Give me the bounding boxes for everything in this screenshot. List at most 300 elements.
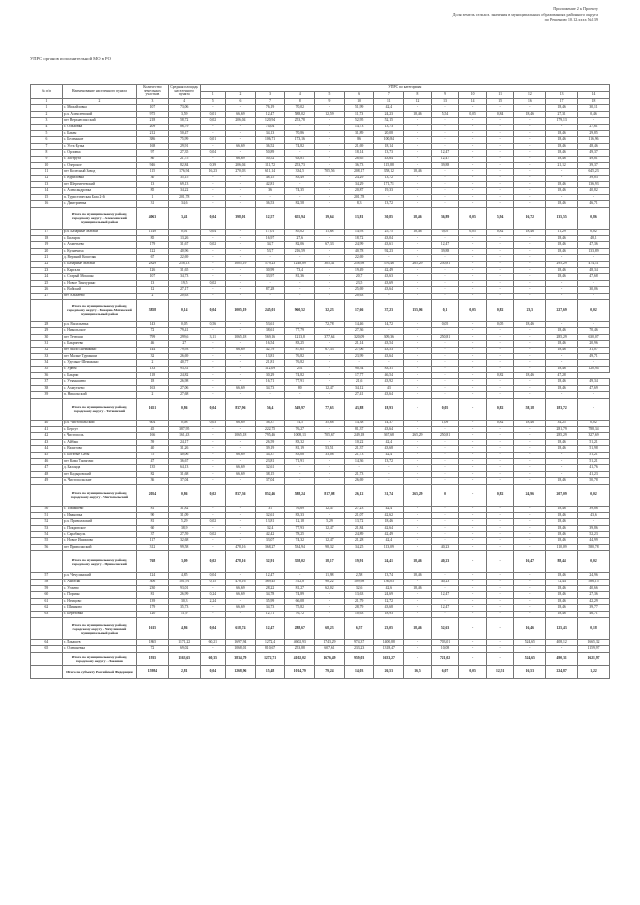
table-cell: 28,65 (344, 156, 374, 162)
table-cell: 69,13 (168, 182, 200, 188)
table-cell: 113,09 (374, 544, 404, 550)
table-cell: - (459, 458, 487, 464)
table-cell: - (486, 366, 514, 372)
table-cell: - (486, 433, 514, 439)
table-cell: 1159,97 (578, 646, 610, 652)
table-cell: 12,47 (315, 538, 345, 544)
table-cell: 42,29 (578, 598, 610, 604)
table-cell: 579,23 (255, 261, 285, 267)
table-cell: - (514, 427, 546, 433)
table-cell: 18,46 (546, 592, 578, 598)
table-cell: - (486, 162, 514, 168)
table-cell: - (404, 287, 432, 293)
table-cell: - (404, 188, 432, 194)
table-cell: 47 (31, 465, 63, 471)
table-cell: 42,4 (374, 105, 404, 111)
table-cell: 39,37 (578, 162, 610, 168)
table-cell: 512,8 (285, 579, 315, 585)
table-cell: 1865 (137, 640, 169, 646)
table-cell: 34 (31, 360, 63, 366)
settlement-name-cell: с. Богатые Сабы (62, 452, 136, 458)
table-cell: - (404, 592, 432, 598)
table-cell: - (285, 150, 315, 156)
table-cell: 795,46 (255, 433, 285, 439)
table-cell: 98,22 (315, 579, 345, 585)
table-cell: 2054 (137, 484, 169, 506)
table-cell: 11,98 (315, 573, 345, 579)
table-cell: 524,65 (514, 652, 546, 665)
category-header: 10 (459, 92, 487, 99)
table-cell: 270,03 (226, 169, 256, 175)
table-cell: 98,32 (315, 544, 345, 550)
table-cell: - (404, 611, 432, 617)
table-cell: - (514, 124, 546, 130)
table-cell: - (546, 169, 578, 175)
table-cell: 77,79 (285, 328, 315, 334)
table-cell: - (404, 242, 432, 248)
settlement-name-cell: с. Михайловка (62, 105, 136, 111)
table-cell: - (200, 360, 225, 366)
table-cell: 23,05 (374, 618, 404, 640)
table-cell: 93,01 (168, 586, 200, 592)
header-line-1: Приложение 2 к Проекту (553, 6, 598, 11)
table-cell: 39,83 (578, 175, 610, 181)
table-cell: 71,91 (285, 458, 315, 464)
settlement-name-cell: д. Верхний Кошеляк (62, 255, 136, 261)
table-cell: 1 (31, 105, 63, 111)
table-cell: 18,17 (315, 551, 345, 573)
table-cell: 369,45 (255, 579, 285, 585)
table-cell: 31,89 (344, 130, 374, 136)
table-cell: - (404, 341, 432, 347)
table-cell: 100,84 (374, 137, 404, 143)
table-cell: 26,69 (344, 478, 374, 484)
table-cell: 40,06 (168, 452, 200, 458)
table-cell: 66,69 (226, 471, 256, 477)
table-cell: - (226, 392, 256, 398)
table-cell: - (514, 137, 546, 143)
table-cell: - (431, 347, 459, 353)
table-cell: 50,52 (255, 156, 285, 162)
table-cell: 478,16 (226, 551, 256, 573)
table-cell: 67,33 (315, 242, 345, 248)
table-cell: - (404, 366, 432, 372)
table-cell: - (404, 274, 432, 280)
table-cell: 974,37 (344, 640, 374, 646)
table-cell: 30,85 (374, 207, 404, 229)
table-cell: - (404, 143, 432, 149)
table-cell: 41 (31, 427, 63, 433)
table-cell: 25,69 (344, 287, 374, 293)
table-cell: - (285, 465, 315, 471)
table-cell: 0,18 (578, 618, 610, 640)
settlement-name-cell: п. Туристическая База 2-й (62, 194, 136, 200)
table-cell: - (404, 465, 432, 471)
table-cell: 705,56 (315, 169, 345, 175)
table-cell: - (200, 341, 225, 347)
table-cell: 10,08 (431, 646, 459, 652)
table-cell: - (404, 652, 432, 665)
table-cell: - (459, 236, 487, 242)
settlement-name-cell: с. Новое Ишимово (62, 538, 136, 544)
table-cell: 66,69 (226, 605, 256, 611)
table-cell: 265,29 (404, 261, 432, 267)
table-cell: 36,89 (431, 207, 459, 229)
table-cell: 398,01 (226, 207, 256, 229)
table-cell: - (486, 611, 514, 617)
table-cell: - (431, 366, 459, 372)
table-cell: - (315, 156, 345, 162)
table-cell: - (431, 611, 459, 617)
table-cell: 21,79 (344, 598, 374, 604)
category-header: 9 (431, 92, 459, 99)
table-cell: - (486, 379, 514, 385)
table-cell: 34,7 (255, 242, 285, 248)
settlement-name-cell: с. Билярск (62, 236, 136, 242)
table-cell: - (431, 525, 459, 531)
table-cell: 133 (137, 366, 169, 372)
table-cell: - (315, 366, 345, 372)
table-cell: 21,07 (344, 512, 374, 518)
settlement-name-cell: с. Немцово (62, 598, 136, 604)
category-header: 7 (374, 92, 404, 99)
table-cell: 74,89 (285, 592, 315, 598)
table-cell: - (486, 156, 514, 162)
table-cell: 36 (137, 478, 169, 484)
column-number: 1 (31, 99, 63, 105)
table-cell: - (431, 194, 459, 200)
table-cell: 14 (31, 188, 63, 194)
table-cell: - (404, 544, 432, 550)
table-cell: 15984 (137, 665, 169, 678)
table-cell: - (486, 579, 514, 585)
table-cell: - (200, 478, 225, 484)
table-cell: 37,04 (255, 478, 285, 484)
table-cell: 18,46 (546, 506, 578, 512)
table-cell: 18,46 (546, 573, 578, 579)
table-cell: 49,37 (578, 150, 610, 156)
table-cell: 18,46 (404, 111, 432, 117)
table-cell: 66,69 (226, 385, 256, 391)
table-cell: 3834,79 (226, 652, 256, 665)
table-cell: 1272,71 (255, 652, 285, 665)
table-cell: - (404, 598, 432, 604)
table-cell: 222,75 (255, 427, 285, 433)
table-cell: 42,4 (374, 452, 404, 458)
settlement-name-cell: с. Березовка (62, 611, 136, 617)
table-cell: - (431, 169, 459, 175)
table-cell: - (315, 379, 345, 385)
settlement-name-cell: с. Олешневка (62, 646, 136, 652)
table-cell: - (200, 130, 225, 136)
table-cell: 18,46 (546, 274, 578, 280)
table-cell: - (200, 392, 225, 398)
table-cell: - (514, 379, 546, 385)
table-cell: - (459, 242, 487, 248)
table-cell: 40,66 (578, 586, 610, 592)
table-cell: 285,29 (546, 334, 578, 340)
table-cell: 144 (137, 347, 169, 353)
table-cell: 25,75 (374, 229, 404, 235)
column-header: Наименование населенного пункта (62, 85, 136, 99)
table-cell: - (226, 293, 256, 299)
table-cell: 837,36 (226, 484, 256, 506)
table-cell: 810,67 (255, 646, 285, 652)
table-cell: 0,82 (486, 299, 514, 321)
table-cell: - (404, 201, 432, 207)
table-cell: - (200, 261, 225, 267)
column-number: 10 (344, 99, 374, 105)
table-cell: - (404, 137, 432, 143)
table-cell: 1,22 (578, 665, 610, 678)
table-cell: 285,29 (546, 433, 578, 439)
table-cell: 0,02 (578, 551, 610, 573)
table-cell: - (431, 452, 459, 458)
table-cell: - (486, 353, 514, 359)
column-number: 4 (168, 99, 200, 105)
table-cell: 75,82 (285, 605, 315, 611)
table-cell: 1665,32 (578, 640, 610, 646)
table-cell: - (459, 248, 487, 254)
table-cell: - (404, 347, 432, 353)
settlement-name-cell: пгт Алькеево (62, 293, 136, 299)
table-cell: 18,46 (404, 551, 432, 573)
table-cell: 53,61 (255, 321, 285, 327)
table-cell: 27,31 (546, 111, 578, 117)
table-cell: - (486, 360, 514, 366)
table-cell: 60,21 (200, 640, 225, 646)
table-cell: 23,99 (344, 353, 374, 359)
table-cell: - (486, 478, 514, 484)
table-cell: 125,43 (546, 618, 578, 640)
table-cell: 42,6 (374, 586, 404, 592)
table-cell: 13,81 (255, 353, 285, 359)
table-cell: - (200, 433, 225, 439)
table-cell: 76,82 (285, 353, 315, 359)
table-cell: 18,46 (404, 586, 432, 592)
table-cell: - (431, 538, 459, 544)
table-cell: 171,71 (374, 182, 404, 188)
table-cell: 43,64 (374, 156, 404, 162)
table-cell: - (514, 150, 546, 156)
table-cell: 26 (31, 287, 63, 293)
table-cell: 4,86 (168, 618, 200, 640)
table-cell: - (315, 512, 345, 518)
table-cell: - (404, 446, 432, 452)
table-cell: 34,78 (255, 592, 285, 598)
table-cell: 16,47 (514, 551, 546, 573)
table-cell: - (431, 124, 459, 130)
table-cell: 13,26 (168, 236, 200, 242)
settlement-name-cell: с. Войский (62, 287, 136, 293)
table-cell: 166 (137, 433, 169, 439)
settlement-name-cell: с. Орловка (62, 150, 136, 156)
table-cell: - (459, 618, 487, 640)
table-cell: 18,46 (546, 519, 578, 525)
table-cell: 27,35 (168, 150, 200, 156)
table-cell: 5,29 (168, 519, 200, 525)
table-cell: 16,5 (404, 665, 432, 678)
table-cell: 367,68 (374, 433, 404, 439)
table-cell: 1272,4 (255, 640, 285, 646)
table-cell: - (404, 328, 432, 334)
table-cell: - (431, 458, 459, 464)
table-cell: 23,81 (255, 458, 285, 464)
table-cell: - (404, 255, 432, 261)
table-cell: - (514, 439, 546, 445)
table-cell: - (486, 255, 514, 261)
table-cell: - (459, 366, 487, 372)
table-cell: 19,64 (315, 207, 345, 229)
table-cell: - (514, 478, 546, 484)
table-cell: 18,14 (374, 143, 404, 149)
table-cell: 13,81 (255, 519, 285, 525)
table-cell: - (200, 143, 225, 149)
table-cell: 18,46 (546, 150, 578, 156)
table-cell: - (404, 118, 432, 124)
table-cell: - (514, 105, 546, 111)
table-cell: 3,09 (168, 551, 200, 573)
settlement-name-cell: р.п. Базарные Матаки (62, 229, 136, 235)
table-cell: 368,27 (255, 544, 285, 550)
table-cell: 12,47 (315, 525, 345, 531)
table-cell: - (344, 465, 374, 471)
table-cell: 258,98 (344, 261, 374, 267)
table-cell: 38,15 (255, 471, 285, 477)
table-cell: - (514, 162, 546, 168)
table-cell: 20 (31, 248, 63, 254)
table-cell: 43,68 (374, 605, 404, 611)
table-cell: 18,72 (344, 236, 374, 242)
table-cell: 1065,18 (226, 334, 256, 340)
table-cell: - (226, 598, 256, 604)
table-cell: - (404, 471, 432, 477)
table-cell: 40,77 (168, 360, 200, 366)
table-cell: 68,23 (315, 618, 345, 640)
table-cell: - (459, 506, 487, 512)
table-cell: 43 (374, 385, 404, 391)
table-cell: 81,27 (285, 586, 315, 592)
table-cell: - (486, 427, 514, 433)
table-cell: 227,69 (546, 299, 578, 321)
table-cell: 99,58 (168, 544, 200, 550)
table-cell: - (514, 525, 546, 531)
table-cell: 233,23 (344, 646, 374, 652)
table-cell: 0,24 (200, 592, 225, 598)
settlement-name-cell: р.п. Васильевка (62, 321, 136, 327)
table-cell: 27,36 (344, 328, 374, 334)
table-cell: 81,37 (344, 427, 374, 433)
table-cell: - (459, 573, 487, 579)
table-cell: 27,36 (578, 592, 610, 598)
table-cell: 30 (31, 334, 63, 340)
table-cell: - (315, 267, 345, 273)
table-cell: - (459, 484, 487, 506)
table-cell: - (431, 360, 459, 366)
table-cell: - (315, 478, 345, 484)
table-cell: - (486, 182, 514, 188)
table-cell: 490,31 (546, 652, 578, 665)
table-cell: - (486, 544, 514, 550)
table-cell: 645,23 (578, 169, 610, 175)
table-cell: 27 (168, 341, 200, 347)
table-cell: 12,47 (431, 592, 459, 598)
table-cell: 6 (31, 137, 63, 143)
table-cell: - (514, 586, 546, 592)
table-cell: 21,28 (344, 538, 374, 544)
table-cell: - (285, 392, 315, 398)
table-cell: 18,46 (546, 341, 578, 347)
settlement-name-cell: Итого по муниципальному району, городскому округу - Алексеевский муниципальный район (62, 207, 136, 229)
table-cell: - (514, 538, 546, 544)
table-cell: 51,98 (578, 446, 610, 452)
table-cell: 18,46 (546, 379, 578, 385)
table-cell: 569,16 (255, 334, 285, 340)
settlement-name-cell: с. Заструга (62, 156, 136, 162)
table-cell: - (486, 652, 514, 665)
settlement-name-cell: с. Шинково (62, 605, 136, 611)
table-cell: - (459, 392, 487, 398)
table-cell: 75 (137, 452, 169, 458)
table-cell: - (459, 353, 487, 359)
table-cell: 1 (137, 194, 169, 200)
table-cell: - (459, 586, 487, 592)
table-cell (31, 207, 63, 229)
category-header: 5 (315, 92, 345, 99)
table-cell: 34,73 (168, 274, 200, 280)
table-cell: 63 (31, 611, 63, 617)
table-cell: 6,57 (344, 618, 374, 640)
settlement-name-cell: с. Базарные Матаки (62, 261, 136, 267)
table-cell: - (255, 280, 285, 286)
table-cell: - (578, 280, 610, 286)
table-cell: 34,37 (255, 452, 285, 458)
table-cell: 42,62 (374, 512, 404, 518)
table-cell: - (374, 194, 404, 200)
table-cell: 36 (31, 373, 63, 379)
table-cell: 86 (344, 137, 374, 143)
table-cell: 206,04 (226, 162, 256, 168)
table-cell: - (226, 175, 256, 181)
table-cell: 66,69 (226, 111, 256, 117)
table-cell: - (431, 137, 459, 143)
table-cell: 2 (137, 360, 169, 366)
table-cell: 66,69 (226, 156, 256, 162)
table-cell: 41,23 (578, 471, 610, 477)
table-cell: - (514, 118, 546, 124)
table-cell: 1743,29 (315, 640, 345, 646)
table-cell: 118 (137, 373, 169, 379)
table-cell: 35,99 (255, 598, 285, 604)
column-header: № п/п (31, 85, 63, 99)
table-cell: 42,42 (255, 532, 285, 538)
table-cell: 58,72 (168, 118, 200, 124)
table-cell: 46 (31, 458, 63, 464)
table-cell: - (226, 366, 256, 372)
table-cell: - (315, 188, 345, 194)
table-cell: 40,82 (578, 188, 610, 194)
table-cell: - (404, 478, 432, 484)
table-cell: 70,46 (578, 328, 610, 334)
table-cell: 42,81 (255, 182, 285, 188)
table-cell: 1268,96 (226, 665, 256, 678)
table-cell: 18,46 (546, 538, 578, 544)
table-cell: 12,71 (255, 611, 285, 617)
table-cell: 721,02 (431, 652, 459, 665)
table-cell: 67 (137, 255, 169, 261)
table-cell: 14,03 (344, 665, 374, 678)
table-cell: - (486, 169, 514, 175)
